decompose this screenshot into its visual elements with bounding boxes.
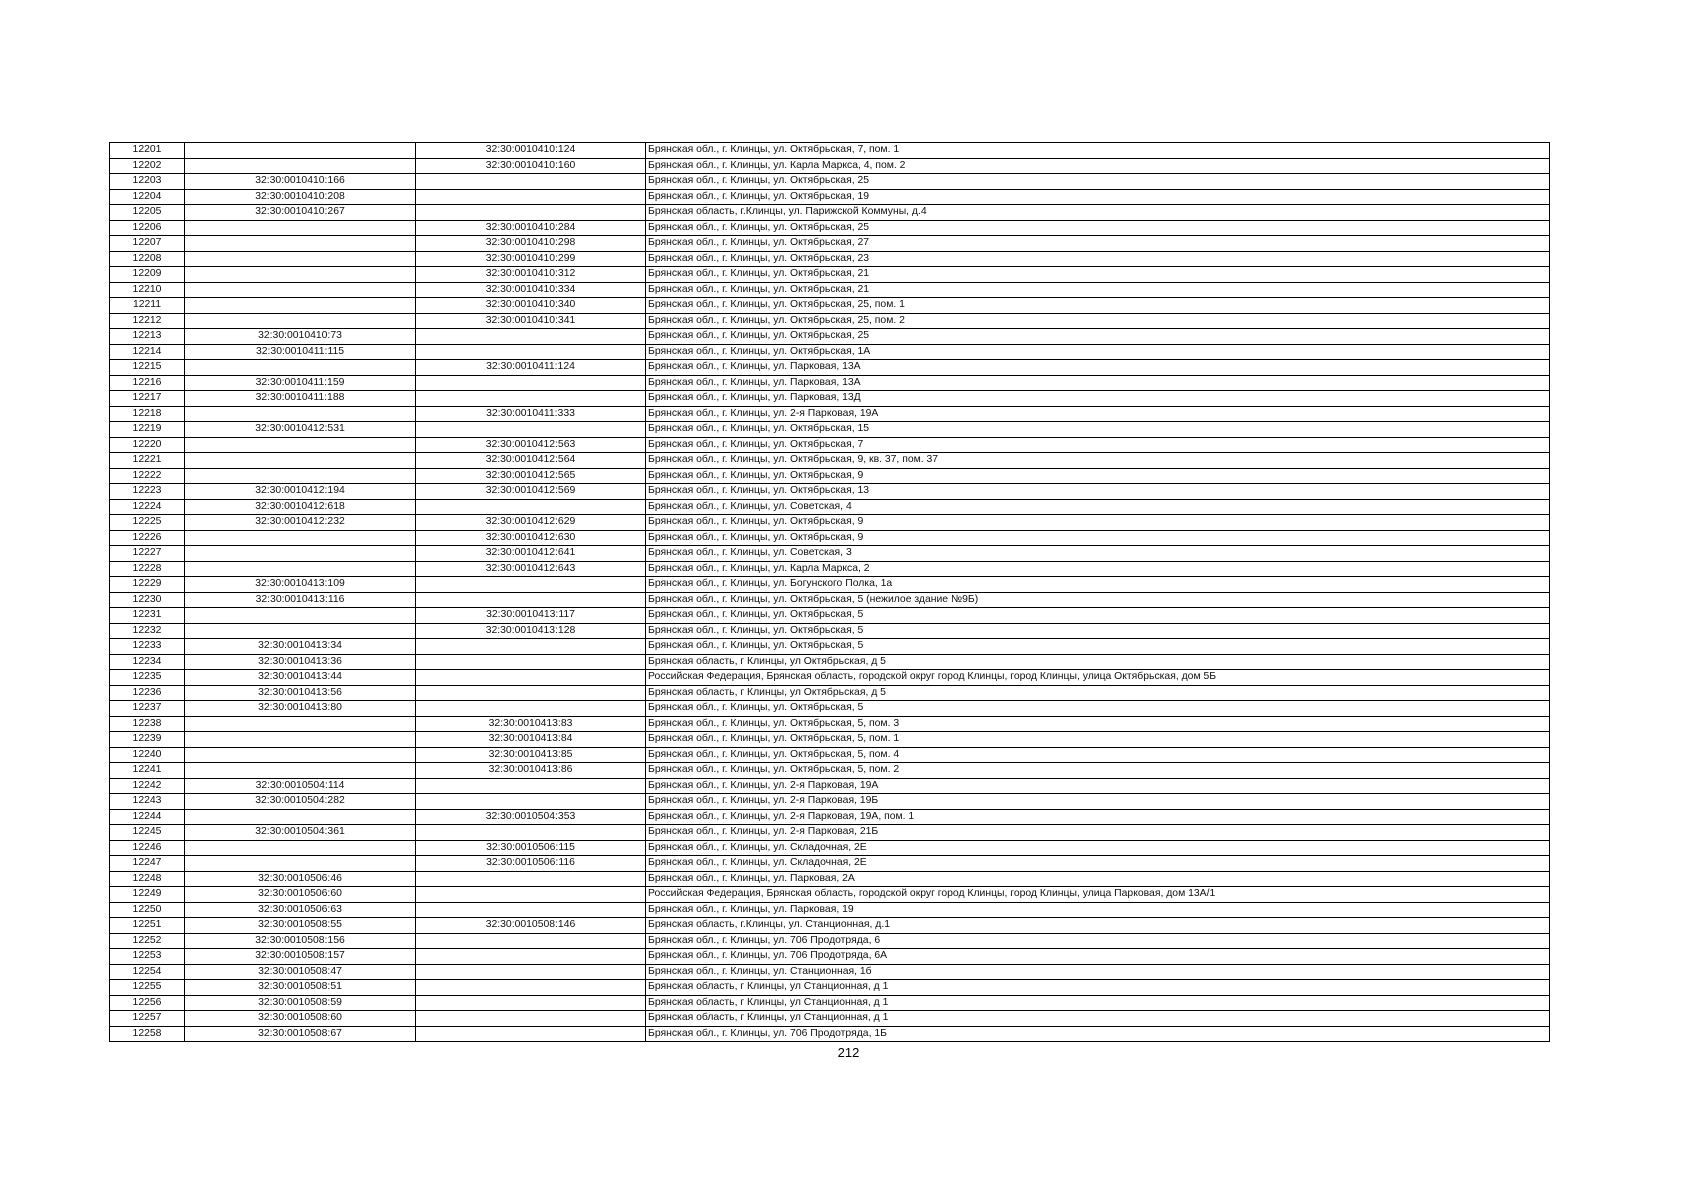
cadastral-number-parcel-cell: 32:30:0010411:115: [185, 344, 416, 360]
cadastral-number-parcel-cell: [185, 437, 416, 453]
address-cell: Брянская обл., г. Клинцы, ул. Октябрьская, 5: [646, 623, 1550, 639]
row-number-cell: 12206: [110, 220, 185, 236]
cadastral-number-parcel-cell: 32:30:0010410:208: [185, 189, 416, 205]
cadastral-number-parcel-cell: 32:30:0010504:114: [185, 778, 416, 794]
row-number-cell: 12242: [110, 778, 185, 794]
table-row: [110, 887, 1550, 903]
cadastral-number-object-cell: [416, 825, 646, 841]
address-cell: Брянская обл., г. Клинцы, ул. Октябрьская, 5: [646, 701, 1550, 717]
table-row: [110, 902, 1550, 918]
row-number-cell: 12224: [110, 499, 185, 515]
cadastral-number-parcel-cell: [185, 809, 416, 825]
address-cell: Брянская обл., г. Клинцы, ул. Октябрьская, 5, пом. 1: [646, 732, 1550, 748]
table-row: [110, 267, 1550, 283]
cadastral-number-parcel-cell: [185, 298, 416, 314]
cadastral-number-object-cell: 32:30:0010410:284: [416, 220, 646, 236]
table-row: [110, 189, 1550, 205]
cadastral-number-object-cell: [416, 375, 646, 391]
address-cell: Брянская обл., г. Клинцы, ул. Складочная, 2Е: [646, 856, 1550, 872]
cadastral-number-parcel-cell: [185, 608, 416, 624]
row-number-cell: 12236: [110, 685, 185, 701]
table-row: [110, 701, 1550, 717]
row-number-cell: 12245: [110, 825, 185, 841]
address-cell: Брянская обл., г. Клинцы, ул. Парковая, 2А: [646, 871, 1550, 887]
row-number-cell: 12251: [110, 918, 185, 934]
cadastral-number-object-cell: [416, 933, 646, 949]
cadastral-number-object-cell: 32:30:0010412:565: [416, 468, 646, 484]
cadastral-number-object-cell: [416, 422, 646, 438]
cadastral-number-parcel-cell: 32:30:0010508:55: [185, 918, 416, 934]
address-cell: Брянская обл., г. Клинцы, ул. Парковая, 19: [646, 902, 1550, 918]
address-cell: Брянская обл., г. Клинцы, ул. Октябрьская, 9: [646, 530, 1550, 546]
row-number-cell: 12231: [110, 608, 185, 624]
cadastral-number-parcel-cell: [185, 143, 416, 159]
cadastral-number-parcel-cell: [185, 561, 416, 577]
cadastral-number-object-cell: 32:30:0010412:569: [416, 484, 646, 500]
cadastral-number-parcel-cell: 32:30:0010413:44: [185, 670, 416, 686]
address-cell: Брянская обл., г. Клинцы, ул. 2-я Парковая, 19Б: [646, 794, 1550, 810]
address-cell: Брянская область, г Клинцы, ул Станционная, д 1: [646, 1011, 1550, 1027]
table-row: [110, 747, 1550, 763]
table-row: [110, 995, 1550, 1011]
table-row: [110, 406, 1550, 422]
cadastral-number-parcel-cell: 32:30:0010508:60: [185, 1011, 416, 1027]
address-cell: Брянская обл., г. Клинцы, ул. Станционная, 1б: [646, 964, 1550, 980]
table-row: [110, 964, 1550, 980]
row-number-cell: 12257: [110, 1011, 185, 1027]
address-cell: Брянская область, г.Клинцы, ул. Станционная, д.1: [646, 918, 1550, 934]
address-cell: Брянская обл., г. Клинцы, ул. Октябрьская, 19: [646, 189, 1550, 205]
row-number-cell: 12209: [110, 267, 185, 283]
cadastral-number-object-cell: 32:30:0010412:629: [416, 515, 646, 531]
cadastral-number-parcel-cell: [185, 267, 416, 283]
cadastral-number-parcel-cell: [185, 468, 416, 484]
cadastral-number-object-cell: [416, 654, 646, 670]
cadastral-number-parcel-cell: 32:30:0010412:531: [185, 422, 416, 438]
row-number-cell: 12207: [110, 236, 185, 252]
address-cell: Брянская область, г.Клинцы, ул. Парижской Коммуны, д.4: [646, 205, 1550, 221]
address-cell: Брянская обл., г. Клинцы, ул. Парковая, 13Д: [646, 391, 1550, 407]
row-number-cell: 12255: [110, 980, 185, 996]
cadastral-number-object-cell: [416, 995, 646, 1011]
cadastral-number-object-cell: [416, 949, 646, 965]
cadastral-number-object-cell: 32:30:0010411:124: [416, 360, 646, 376]
row-number-cell: 12203: [110, 174, 185, 190]
address-cell: Брянская обл., г. Клинцы, ул. 2-я Парковая, 19А: [646, 406, 1550, 422]
cadastral-number-parcel-cell: 32:30:0010504:282: [185, 794, 416, 810]
cadastral-number-object-cell: [416, 499, 646, 515]
cadastral-number-parcel-cell: 32:30:0010413:34: [185, 639, 416, 655]
cadastral-number-parcel-cell: 32:30:0010504:361: [185, 825, 416, 841]
cadastral-number-object-cell: [416, 592, 646, 608]
table-row: [110, 205, 1550, 221]
table-row: [110, 980, 1550, 996]
address-cell: Брянская обл., г. Клинцы, ул. Октябрьская, 27: [646, 236, 1550, 252]
table-row: [110, 732, 1550, 748]
cadastral-number-object-cell: 32:30:0010413:84: [416, 732, 646, 748]
cadastral-number-object-cell: 32:30:0010410:299: [416, 251, 646, 267]
table-row: [110, 794, 1550, 810]
address-cell: Брянская область, г Клинцы, ул Октябрьская, д 5: [646, 654, 1550, 670]
cadastral-number-object-cell: [416, 329, 646, 345]
cadastral-number-object-cell: [416, 794, 646, 810]
table-row: [110, 468, 1550, 484]
row-number-cell: 12254: [110, 964, 185, 980]
cadastral-number-object-cell: [416, 391, 646, 407]
cadastral-number-parcel-cell: 32:30:0010413:80: [185, 701, 416, 717]
cadastral-number-parcel-cell: 32:30:0010411:159: [185, 375, 416, 391]
row-number-cell: 12247: [110, 856, 185, 872]
row-number-cell: 12235: [110, 670, 185, 686]
table-row: [110, 1011, 1550, 1027]
table-row: [110, 360, 1550, 376]
table-row: [110, 236, 1550, 252]
table-row: [110, 809, 1550, 825]
address-cell: Брянская обл., г. Клинцы, ул. Карла Маркса, 4, пом. 2: [646, 158, 1550, 174]
row-number-cell: 12249: [110, 887, 185, 903]
cadastral-table-body: [110, 143, 1550, 1042]
table-row: [110, 592, 1550, 608]
table-row: [110, 344, 1550, 360]
cadastral-number-parcel-cell: [185, 360, 416, 376]
address-cell: Брянская обл., г. Клинцы, ул. Октябрьская, 9, кв. 37, пом. 37: [646, 453, 1550, 469]
address-cell: Брянская обл., г. Клинцы, ул. Парковая, 13А: [646, 360, 1550, 376]
row-number-cell: 12227: [110, 546, 185, 562]
row-number-cell: 12250: [110, 902, 185, 918]
cadastral-number-parcel-cell: 32:30:0010412:232: [185, 515, 416, 531]
cadastral-number-parcel-cell: 32:30:0010412:194: [185, 484, 416, 500]
table-row: [110, 251, 1550, 267]
address-cell: Брянская обл., г. Клинцы, ул. Октябрьская, 13: [646, 484, 1550, 500]
cadastral-number-parcel-cell: [185, 251, 416, 267]
cadastral-number-parcel-cell: [185, 236, 416, 252]
address-cell: Брянская обл., г. Клинцы, ул. 2-я Парковая, 21Б: [646, 825, 1550, 841]
row-number-cell: 12252: [110, 933, 185, 949]
cadastral-number-parcel-cell: 32:30:0010506:46: [185, 871, 416, 887]
address-cell: Брянская обл., г. Клинцы, ул. 2-я Парковая, 19А: [646, 778, 1550, 794]
address-cell: Брянская обл., г. Клинцы, ул. Октябрьская, 25: [646, 220, 1550, 236]
row-number-cell: 12244: [110, 809, 185, 825]
address-cell: Брянская область, г Клинцы, ул Октябрьская, д 5: [646, 685, 1550, 701]
cadastral-number-parcel-cell: [185, 406, 416, 422]
cadastral-number-parcel-cell: [185, 747, 416, 763]
table-row: [110, 546, 1550, 562]
table-row: [110, 623, 1550, 639]
cadastral-number-parcel-cell: [185, 546, 416, 562]
table-row: [110, 577, 1550, 593]
row-number-cell: 12219: [110, 422, 185, 438]
cadastral-number-parcel-cell: [185, 763, 416, 779]
row-number-cell: 12218: [110, 406, 185, 422]
cadastral-number-parcel-cell: [185, 453, 416, 469]
cadastral-number-object-cell: [416, 205, 646, 221]
cadastral-number-object-cell: 32:30:0010413:85: [416, 747, 646, 763]
row-number-cell: 12201: [110, 143, 185, 159]
address-cell: Брянская обл., г. Клинцы, ул. Советская, 4: [646, 499, 1550, 515]
address-cell: Брянская обл., г. Клинцы, ул. Парковая, 13А: [646, 375, 1550, 391]
row-number-cell: 12221: [110, 453, 185, 469]
row-number-cell: 12256: [110, 995, 185, 1011]
address-cell: Брянская обл., г. Клинцы, ул. Октябрьская, 5, пом. 2: [646, 763, 1550, 779]
table-row: [110, 685, 1550, 701]
row-number-cell: 12223: [110, 484, 185, 500]
cadastral-number-object-cell: [416, 980, 646, 996]
cadastral-number-parcel-cell: 32:30:0010508:47: [185, 964, 416, 980]
cadastral-number-parcel-cell: 32:30:0010410:73: [185, 329, 416, 345]
cadastral-number-parcel-cell: 32:30:0010506:60: [185, 887, 416, 903]
row-number-cell: 12258: [110, 1026, 185, 1042]
row-number-cell: 12214: [110, 344, 185, 360]
cadastral-number-parcel-cell: [185, 313, 416, 329]
cadastral-number-object-cell: 32:30:0010411:333: [416, 406, 646, 422]
address-cell: Брянская обл., г. Клинцы, ул. Октябрьская, 5: [646, 608, 1550, 624]
table-row: [110, 840, 1550, 856]
cadastral-number-parcel-cell: [185, 530, 416, 546]
cadastral-number-parcel-cell: 32:30:0010508:51: [185, 980, 416, 996]
row-number-cell: 12215: [110, 360, 185, 376]
table-row: [110, 499, 1550, 515]
address-cell: Брянская обл., г. Клинцы, ул. Советская, 3: [646, 546, 1550, 562]
row-number-cell: 12212: [110, 313, 185, 329]
address-cell: Брянская обл., г. Клинцы, ул. Октябрьская, 25, пом. 1: [646, 298, 1550, 314]
cadastral-number-object-cell: 32:30:0010504:353: [416, 809, 646, 825]
cadastral-number-parcel-cell: [185, 623, 416, 639]
cadastral-number-object-cell: 32:30:0010410:334: [416, 282, 646, 298]
row-number-cell: 12243: [110, 794, 185, 810]
address-cell: Брянская обл., г. Клинцы, ул. Октябрьская, 7: [646, 437, 1550, 453]
cadastral-number-parcel-cell: 32:30:0010413:116: [185, 592, 416, 608]
table-row: [110, 949, 1550, 965]
row-number-cell: 12204: [110, 189, 185, 205]
row-number-cell: 12225: [110, 515, 185, 531]
table-row: [110, 856, 1550, 872]
row-number-cell: 12237: [110, 701, 185, 717]
row-number-cell: 12226: [110, 530, 185, 546]
row-number-cell: 12234: [110, 654, 185, 670]
address-cell: Брянская обл., г. Клинцы, ул. Октябрьская, 25, пом. 2: [646, 313, 1550, 329]
cadastral-number-parcel-cell: [185, 220, 416, 236]
table-row: [110, 763, 1550, 779]
cadastral-number-object-cell: [416, 685, 646, 701]
address-cell: Брянская обл., г. Клинцы, ул. Октябрьская, 5: [646, 639, 1550, 655]
cadastral-number-object-cell: [416, 902, 646, 918]
cadastral-number-object-cell: 32:30:0010413:86: [416, 763, 646, 779]
cadastral-number-object-cell: 32:30:0010412:630: [416, 530, 646, 546]
table-row: [110, 871, 1550, 887]
cadastral-number-object-cell: [416, 964, 646, 980]
cadastral-number-parcel-cell: 32:30:0010508:59: [185, 995, 416, 1011]
table-row: [110, 778, 1550, 794]
row-number-cell: 12238: [110, 716, 185, 732]
cadastral-number-parcel-cell: [185, 856, 416, 872]
cadastral-number-object-cell: [416, 701, 646, 717]
row-number-cell: 12232: [110, 623, 185, 639]
address-cell: Брянская область, г Клинцы, ул Станционная, д 1: [646, 980, 1550, 996]
cadastral-number-object-cell: 32:30:0010410:340: [416, 298, 646, 314]
cadastral-number-object-cell: 32:30:0010506:116: [416, 856, 646, 872]
table-row: [110, 174, 1550, 190]
cadastral-number-object-cell: [416, 778, 646, 794]
cadastral-number-object-cell: [416, 174, 646, 190]
table-row: [110, 143, 1550, 159]
cadastral-number-object-cell: 32:30:0010410:160: [416, 158, 646, 174]
cadastral-number-parcel-cell: 32:30:0010506:63: [185, 902, 416, 918]
cadastral-number-parcel-cell: 32:30:0010413:56: [185, 685, 416, 701]
table-row: [110, 561, 1550, 577]
table-row: [110, 825, 1550, 841]
address-cell: Брянская обл., г. Клинцы, ул. 706 Продотряда, 6А: [646, 949, 1550, 965]
row-number-cell: 12210: [110, 282, 185, 298]
cadastral-number-parcel-cell: 32:30:0010508:67: [185, 1026, 416, 1042]
row-number-cell: 12229: [110, 577, 185, 593]
cadastral-number-object-cell: [416, 670, 646, 686]
table-row: [110, 530, 1550, 546]
row-number-cell: 12239: [110, 732, 185, 748]
cadastral-number-object-cell: [416, 871, 646, 887]
row-number-cell: 12208: [110, 251, 185, 267]
cadastral-number-object-cell: [416, 189, 646, 205]
cadastral-number-object-cell: 32:30:0010410:312: [416, 267, 646, 283]
address-cell: Брянская обл., г. Клинцы, ул. Октябрьская, 5 (нежилое здание №9Б): [646, 592, 1550, 608]
address-cell: Брянская обл., г. Клинцы, ул. Октябрьская, 25: [646, 329, 1550, 345]
row-number-cell: 12211: [110, 298, 185, 314]
table-row: [110, 375, 1550, 391]
address-cell: Брянская обл., г. Клинцы, ул. 2-я Парковая, 19А, пом. 1: [646, 809, 1550, 825]
table-row: [110, 933, 1550, 949]
address-cell: Брянская обл., г. Клинцы, ул. Октябрьская, 5, пом. 4: [646, 747, 1550, 763]
cadastral-table: [109, 142, 1550, 1042]
address-cell: Брянская обл., г. Клинцы, ул. Октябрьская, 21: [646, 282, 1550, 298]
cadastral-number-object-cell: [416, 887, 646, 903]
cadastral-number-object-cell: [416, 344, 646, 360]
table-row: [110, 608, 1550, 624]
cadastral-number-object-cell: 32:30:0010412:641: [416, 546, 646, 562]
table-row: [110, 639, 1550, 655]
row-number-cell: 12248: [110, 871, 185, 887]
cadastral-number-parcel-cell: [185, 282, 416, 298]
cadastral-number-object-cell: [416, 639, 646, 655]
table-row: [110, 298, 1550, 314]
cadastral-number-parcel-cell: 32:30:0010508:156: [185, 933, 416, 949]
address-cell: Брянская обл., г. Клинцы, ул. Складочная, 2Е: [646, 840, 1550, 856]
cadastral-number-parcel-cell: 32:30:0010411:188: [185, 391, 416, 407]
row-number-cell: 12246: [110, 840, 185, 856]
address-cell: Брянская обл., г. Клинцы, ул. 706 Продотряда, 1Б: [646, 1026, 1550, 1042]
cadastral-number-object-cell: 32:30:0010413:83: [416, 716, 646, 732]
row-number-cell: 12241: [110, 763, 185, 779]
cadastral-number-object-cell: 32:30:0010412:563: [416, 437, 646, 453]
cadastral-number-object-cell: 32:30:0010506:115: [416, 840, 646, 856]
address-cell: Брянская обл., г. Клинцы, ул. 706 Продотряда, 6: [646, 933, 1550, 949]
table-row: [110, 220, 1550, 236]
cadastral-number-object-cell: [416, 577, 646, 593]
address-cell: Брянская обл., г. Клинцы, ул. Карла Маркса, 2: [646, 561, 1550, 577]
cadastral-number-parcel-cell: [185, 716, 416, 732]
cadastral-number-parcel-cell: [185, 732, 416, 748]
row-number-cell: 12220: [110, 437, 185, 453]
page-number: 212: [837, 1045, 860, 1060]
cadastral-number-parcel-cell: 32:30:0010410:267: [185, 205, 416, 221]
cadastral-number-parcel-cell: 32:30:0010410:166: [185, 174, 416, 190]
table-row: [110, 918, 1550, 934]
table-row: [110, 422, 1550, 438]
cadastral-number-object-cell: 32:30:0010412:564: [416, 453, 646, 469]
row-number-cell: 12222: [110, 468, 185, 484]
cadastral-number-parcel-cell: [185, 158, 416, 174]
cadastral-number-object-cell: 32:30:0010413:128: [416, 623, 646, 639]
table-row: [110, 391, 1550, 407]
address-cell: Брянская обл., г. Клинцы, ул. Октябрьская, 21: [646, 267, 1550, 283]
address-cell: Брянская обл., г. Клинцы, ул. Октябрьская, 15: [646, 422, 1550, 438]
address-cell: Брянская обл., г. Клинцы, ул. Октябрьская, 9: [646, 515, 1550, 531]
table-row: [110, 329, 1550, 345]
cadastral-number-parcel-cell: 32:30:0010412:618: [185, 499, 416, 515]
address-cell: Российская Федерация, Брянская область, городской округ город Клинцы, город Клинцы, улица Парковая, дом 13А/1: [646, 887, 1550, 903]
table-row: [110, 716, 1550, 732]
cadastral-number-object-cell: [416, 1011, 646, 1027]
cadastral-number-parcel-cell: 32:30:0010508:157: [185, 949, 416, 965]
table-row: [110, 437, 1550, 453]
address-cell: Брянская обл., г. Клинцы, ул. Октябрьская, 25: [646, 174, 1550, 190]
table-row: [110, 453, 1550, 469]
address-cell: Брянская обл., г. Клинцы, ул. Октябрьская, 5, пом. 3: [646, 716, 1550, 732]
cadastral-number-object-cell: 32:30:0010410:298: [416, 236, 646, 252]
table-row: [110, 1026, 1550, 1042]
address-cell: Брянская обл., г. Клинцы, ул. Богунского Полка, 1а: [646, 577, 1550, 593]
address-cell: Брянская обл., г. Клинцы, ул. Октябрьская, 7, пом. 1: [646, 143, 1550, 159]
table-row: [110, 515, 1550, 531]
row-number-cell: 12230: [110, 592, 185, 608]
address-cell: Брянская обл., г. Клинцы, ул. Октябрьская, 9: [646, 468, 1550, 484]
cadastral-number-parcel-cell: 32:30:0010413:109: [185, 577, 416, 593]
row-number-cell: 12205: [110, 205, 185, 221]
cadastral-number-parcel-cell: [185, 840, 416, 856]
cadastral-number-object-cell: [416, 1026, 646, 1042]
address-cell: Брянская обл., г. Клинцы, ул. Октябрьская, 1А: [646, 344, 1550, 360]
table-row: [110, 654, 1550, 670]
row-number-cell: 12240: [110, 747, 185, 763]
cadastral-number-object-cell: 32:30:0010410:124: [416, 143, 646, 159]
cadastral-number-object-cell: 32:30:0010413:117: [416, 608, 646, 624]
row-number-cell: 12216: [110, 375, 185, 391]
table-row: [110, 484, 1550, 500]
cadastral-number-parcel-cell: 32:30:0010413:36: [185, 654, 416, 670]
address-cell: Брянская область, г Клинцы, ул Станционная, д 1: [646, 995, 1550, 1011]
row-number-cell: 12233: [110, 639, 185, 655]
table-row: [110, 282, 1550, 298]
table-row: [110, 670, 1550, 686]
cadastral-number-object-cell: 32:30:0010410:341: [416, 313, 646, 329]
row-number-cell: 12253: [110, 949, 185, 965]
table-row: [110, 158, 1550, 174]
table-row: [110, 313, 1550, 329]
cadastral-number-object-cell: 32:30:0010412:643: [416, 561, 646, 577]
cadastral-number-object-cell: 32:30:0010508:146: [416, 918, 646, 934]
row-number-cell: 12217: [110, 391, 185, 407]
address-cell: Брянская обл., г. Клинцы, ул. Октябрьская, 23: [646, 251, 1550, 267]
row-number-cell: 12202: [110, 158, 185, 174]
row-number-cell: 12228: [110, 561, 185, 577]
address-cell: Российская Федерация, Брянская область, городской округ город Клинцы, город Клинцы, улица Октябрьская, дом 5Б: [646, 670, 1550, 686]
row-number-cell: 12213: [110, 329, 185, 345]
